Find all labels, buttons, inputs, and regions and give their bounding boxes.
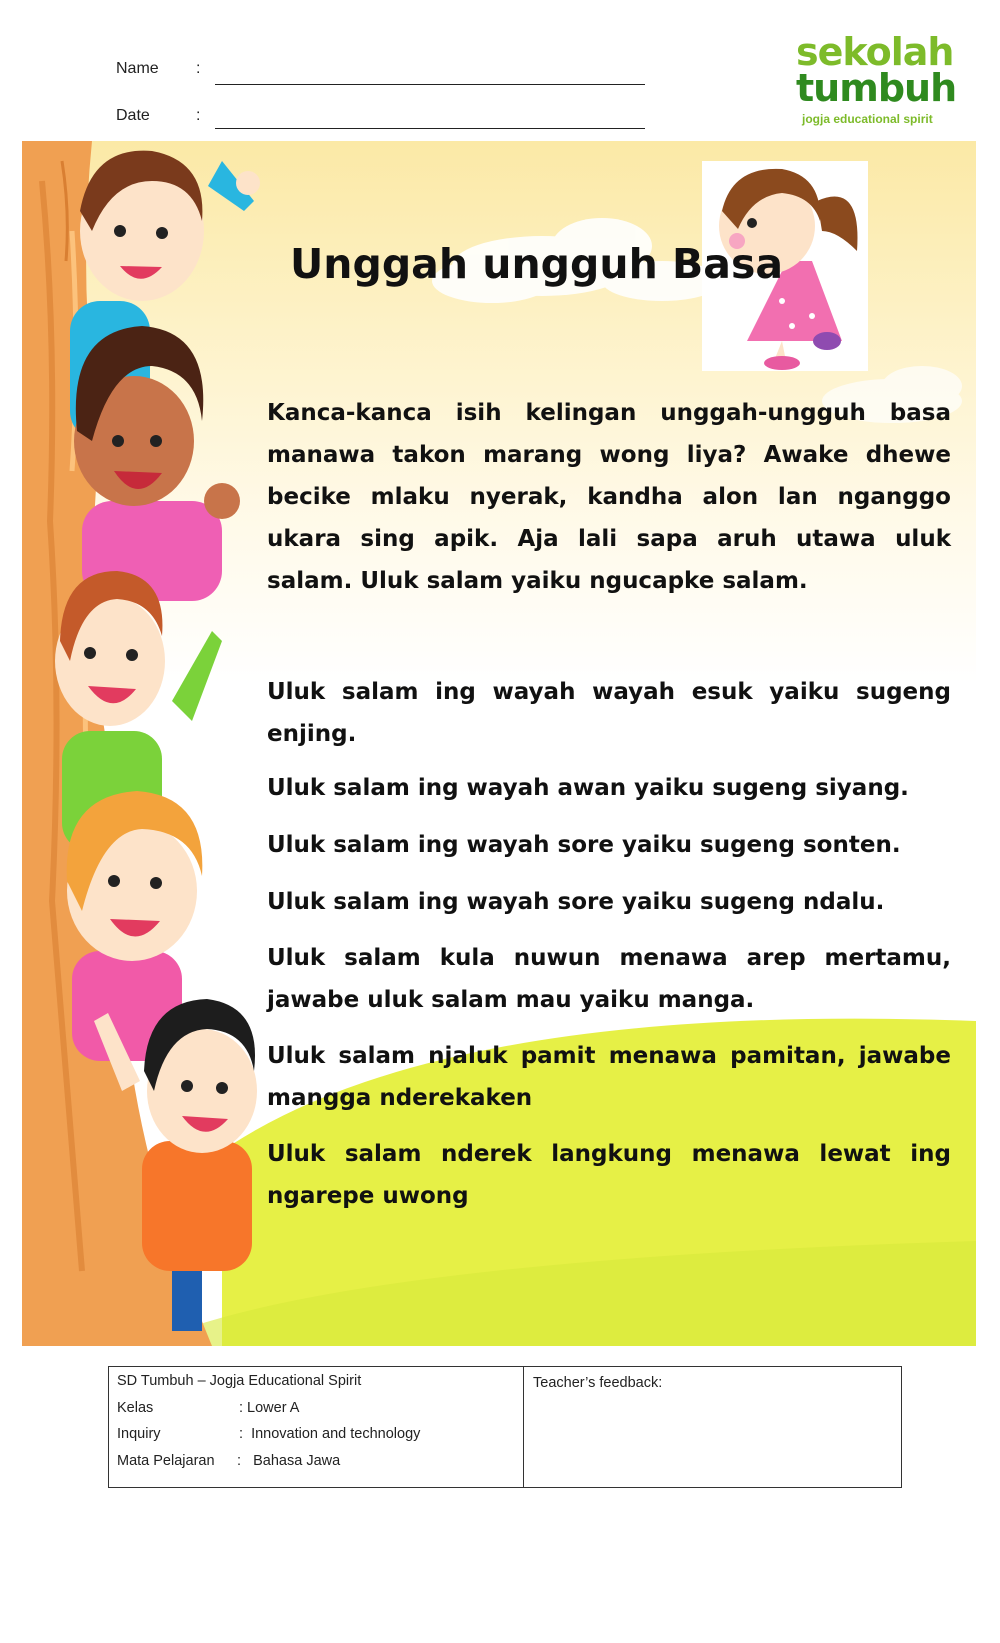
teacher-feedback-area[interactable] — [529, 1397, 895, 1481]
date-field-line[interactable] — [215, 128, 645, 129]
greeting-noon: Uluk salam ing wayah awan yaiku sugeng siyang. — [267, 775, 909, 801]
greeting-night: Uluk salam ing wayah sore yaiku sugeng ndalu. — [267, 889, 885, 915]
logo-tagline: jogja educational spirit — [802, 112, 933, 126]
teacher-feedback-label: Teacher’s feedback: — [533, 1375, 663, 1391]
page-title: Unggah ungguh Basa — [290, 240, 784, 288]
mapel-value: : Bahasa Jawa — [237, 1453, 341, 1469]
logo-text-tumbuh: tumbuh — [796, 66, 957, 110]
name-label: Name — [116, 60, 159, 77]
child-illustration — [74, 326, 240, 601]
logo-text-sekolah: sekolah — [796, 30, 954, 74]
intro-paragraph: Kanca-kanca isih kelingan unggah-ungguh basa manawa takon marang wong liya? Awake dhewe becike mlaku nyerak, kandha alon lan nganggo ukara sing apik. Aja lali sapa aruh utawa uluk salam. Uluk salam yaiku ngucapke salam. — [267, 400, 951, 594]
school-logo — [796, 32, 976, 132]
kelas-label: Kelas — [117, 1400, 154, 1416]
inquiry-label: Inquiry — [117, 1426, 161, 1442]
kelas-value: : Lower A — [239, 1400, 300, 1416]
greeting-leave: Uluk salam njaluk pamit menawa pamitan, jawabe mangga nderekaken — [267, 1043, 951, 1111]
info-box-divider — [523, 1367, 524, 1487]
date-label: Date — [116, 107, 150, 124]
name-field-line[interactable] — [215, 84, 645, 85]
mapel-label: Mata Pelajaran — [117, 1453, 215, 1469]
info-box — [108, 1366, 902, 1488]
name-colon: : — [196, 60, 201, 77]
greeting-visit: Uluk salam kula nuwun menawa arep mertamu, jawabe uluk salam mau yaiku manga. — [267, 945, 951, 1013]
school-name: SD Tumbuh – Jogja Educational Spirit — [117, 1373, 362, 1389]
inquiry-value: : Innovation and technology — [239, 1426, 421, 1442]
date-colon: : — [196, 107, 201, 124]
greeting-afternoon: Uluk salam ing wayah sore yaiku sugeng sonten. — [267, 832, 901, 858]
greeting-pass: Uluk salam nderek langkung menawa lewat ing ngarepe uwong — [267, 1141, 951, 1209]
greeting-morning: Uluk salam ing wayah wayah esuk yaiku sugeng enjing. — [267, 679, 951, 747]
